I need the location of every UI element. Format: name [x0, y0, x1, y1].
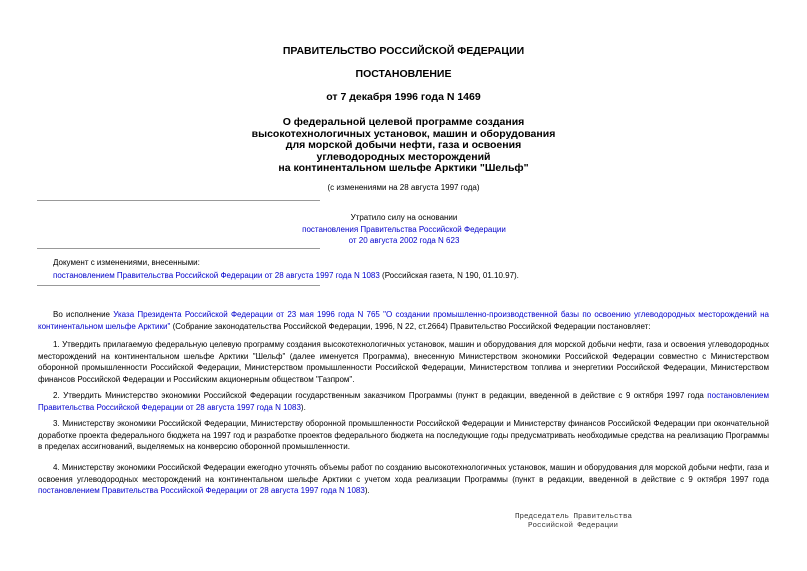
- paragraph-1: [38, 339, 769, 385]
- paragraph-text: 1. Утвердить прилагаемую федеральную целевую программу создания высокотехнологичных установок, машин и оборудования для морской добычи нефти, газа и освоения углеводородных месторождений на континентальном шельфе Арктики "Шельф" (далее именуется Программа), внесенную Министерством экономики Российской Федерации совместно с Министерством оборонной промышленности Российской Федерации, Министерством промышленности Российской Федерации, Министерством топлива и энергетики Российской Федерации, Министерством финансов Российской Федерации и Российским акционерным обществом "Газпром".: [38, 340, 769, 384]
- amendment-note: (с изменениями на 28 августа 1997 года): [327, 183, 480, 192]
- doc-modified-label: Документ с изменениями, внесенными:: [53, 258, 200, 267]
- paragraph-text: ).: [300, 402, 306, 412]
- doc-modified-link[interactable]: постановлением Правительства Российской Федерации от 28 августа 1997 года N 1083: [53, 270, 380, 280]
- divider: [37, 200, 320, 201]
- decree-link[interactable]: Указа Президента Российской Федерации от 23 мая 1996 года N 765 "О создании промышленно-производственной базы по освоению углеводородных месторождений на континентальном шельфе Арктики": [38, 310, 769, 331]
- intro-text: (Собрание законодательства Российской Федерации, 1996, N 22, ст.2664) Правительство Российской Федерации постановляет:: [170, 321, 651, 331]
- signature-line: Председатель Правительства: [515, 513, 633, 521]
- lost-force-notice: [280, 212, 528, 247]
- divider: [37, 285, 320, 286]
- title-line: на континентальном шельфе Арктики "Шельф": [278, 162, 529, 175]
- doc-type-heading: ПОСТАНОВЛЕНИЕ: [355, 68, 452, 80]
- paragraph-text: 3. Министерству экономики Российской Федерации, Министерству оборонной промышленности Российской Федерации и Министерству финансов Российской Федерации при окончательной доработке проекта федерального бюджета на 1997 год и разработке проектов федерального бюджета на последующие годы предусматривать необходимые средства на реализацию Программы в пределах ассигнований, выделяемых на конверсию оборонной промышленности.: [38, 419, 769, 452]
- paragraph-4: [38, 462, 769, 497]
- paragraph-2: [38, 390, 769, 413]
- government-heading: ПРАВИТЕЛЬСТВО РОССИЙСКОЙ ФЕДЕРАЦИИ: [282, 45, 525, 57]
- document-title: [0, 117, 807, 175]
- divider: [37, 248, 320, 249]
- title-line: О федеральной целевой программе создания: [282, 116, 525, 128]
- title-line: углеводородных месторождений: [316, 150, 491, 163]
- resolution-link[interactable]: постановлением Правительства Российской Федерации от 28 августа 1997 года N 1083: [38, 391, 769, 412]
- lost-force-link-line[interactable]: постановления Правительства Российской Федерации: [302, 224, 506, 234]
- doc-modified-line: [53, 270, 753, 283]
- paragraph-text: ).: [364, 486, 370, 496]
- paragraph-text: 4. Министерству экономики Российской Федерации ежегодно уточнять объемы работ по созданию высокотехнологичных установок, машин и оборудования для морской добычи нефти, газа и освоения углеводородных месторождений на континентальном шельфе Арктики с учетом хода реализации Программы (пункт в редакции, введенной в действие с 9 октября 1997 года: [38, 463, 769, 484]
- doc-modified-source: (Российская газета, N 190, 01.10.97).: [379, 270, 519, 280]
- intro-paragraph: [38, 309, 769, 332]
- title-line: высокотехнологичных установок, машин и оборудования: [251, 127, 556, 140]
- lost-force-link-line[interactable]: от 20 августа 2002 года N 623: [348, 236, 460, 246]
- title-line: для морской добычи нефти, газа и освоения: [285, 139, 522, 152]
- lost-force-link[interactable]: [280, 224, 528, 247]
- lost-force-label: Утратило силу на основании: [350, 213, 458, 222]
- doc-modified-note: [53, 257, 753, 282]
- signature-block: [515, 513, 632, 531]
- paragraph-text: 2. Утвердить Министерство экономики Российской Федерации государственным заказчиком Программы (пункт в редакции, введенной в действие с 9 октября 1997 года: [53, 391, 708, 400]
- resolution-link[interactable]: постановлением Правительства Российской Федерации от 28 августа 1997 года N 1083: [38, 486, 365, 496]
- intro-text: Во исполнение: [53, 310, 114, 319]
- date-number-heading: от 7 декабря 1996 года N 1469: [326, 91, 481, 103]
- paragraph-3: [38, 418, 769, 453]
- signature-line: Российской Федерации: [528, 522, 619, 530]
